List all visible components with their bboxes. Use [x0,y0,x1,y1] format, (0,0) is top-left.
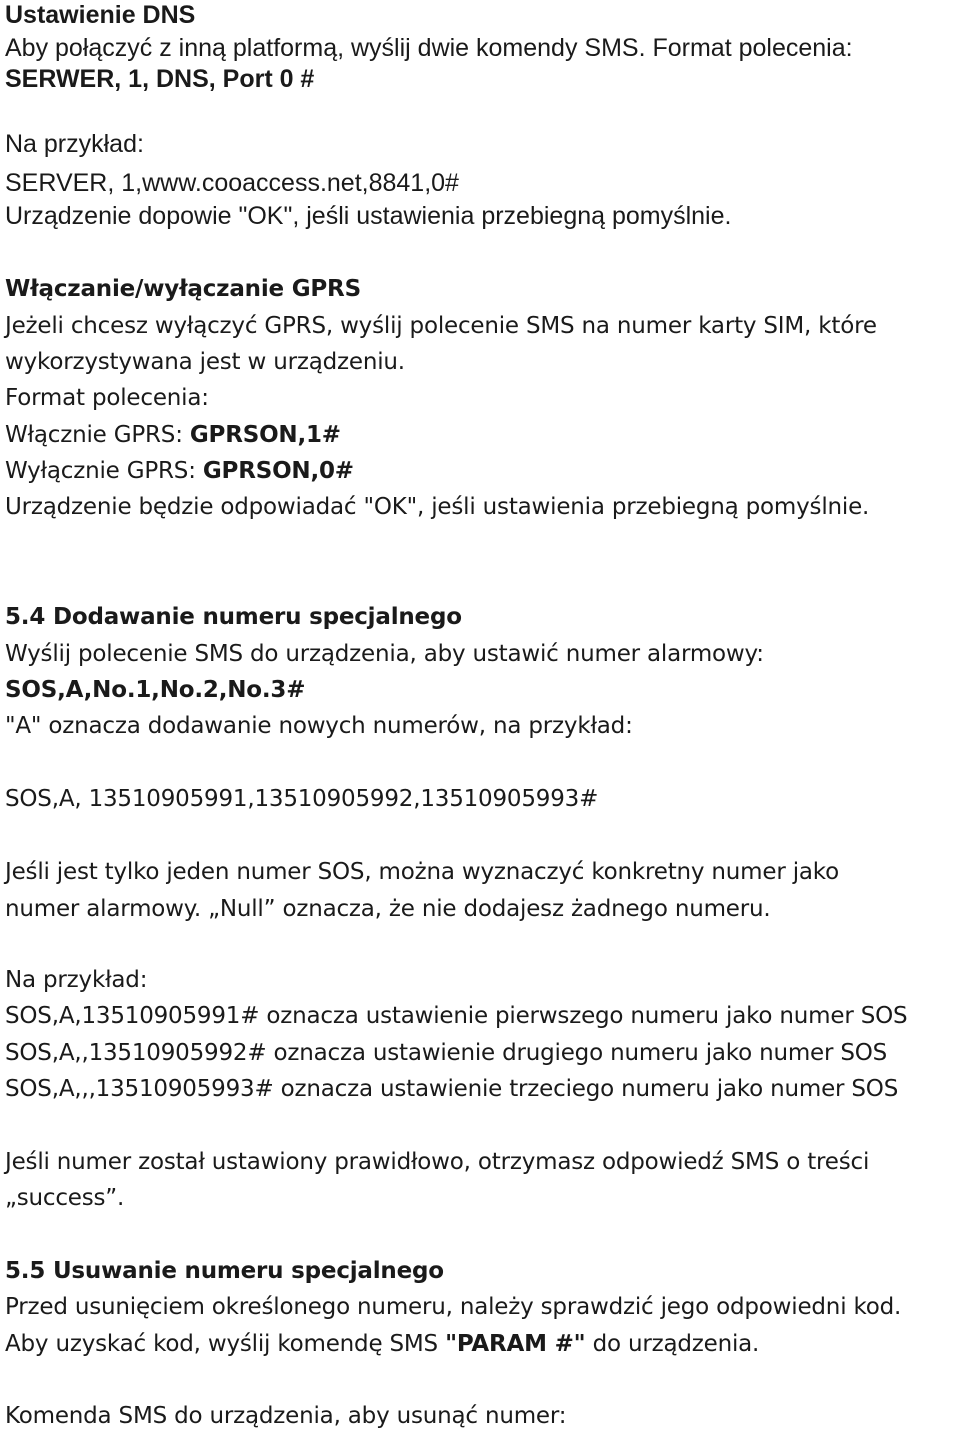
section-54-command: SOS,A,No.1,No.2,No.3# [5,677,306,703]
gprs-on-label: Włącznie GPRS: [5,422,190,448]
dns-result: Urządzenie dopowie "OK", jeśli ustawienia przebiegną pomyślnie. [5,202,732,230]
gprs-on-command: GPRSON,1# [189,422,341,448]
section-54-note-1: Jeśli jest tylko jeden numer SOS, można wyznaczyć konkretny numer jako [5,859,839,885]
gprs-intro-2: wykorzystywana jest w urządzeniu. [5,349,405,375]
gprs-off-label: Wyłącznie GPRS: [5,458,203,484]
dns-heading: Ustawienie DNS [5,1,196,29]
section-55-heading: 5.5 Usuwanie numeru specjalnego [5,1258,444,1284]
section-54-example-2: SOS,A,,13510905992# oznacza ustawienie drugiego numeru jako numer SOS [5,1040,888,1066]
section-54-heading: 5.4 Dodawanie numeru specjalnego [5,604,462,630]
section-54-a-explanation: "A" oznacza dodawanie nowych numerów, na przykład: [5,713,633,739]
section-54-example-label: Na przykład: [5,967,148,993]
dns-command: SERWER, 1, DNS, Port 0 # [5,65,315,93]
section-55-intro: Przed usunięciem określonego numeru, należy sprawdzić jego odpowiedni kod. [5,1294,902,1320]
section-55-delete-command-label: Komenda SMS do urządzenia, aby usunąć numer: [5,1403,567,1429]
gprs-off-command: GPRSON,0# [202,458,354,484]
dns-example-label: Na przykład: [5,130,144,158]
section-55-param-post: do urządzenia. [585,1331,760,1357]
gprs-format-label: Format polecenia: [5,385,209,411]
section-54-success-1: Jeśli numer został ustawiony prawidłowo, otrzymasz odpowiedź SMS o treści [5,1149,870,1175]
section-54-example-1: SOS,A,13510905991# oznacza ustawienie pierwszego numeru jako numer SOS [5,1003,908,1029]
gprs-intro-1: Jeżeli chcesz wyłączyć GPRS, wyślij polecenie SMS na numer karty SIM, które [5,313,877,339]
gprs-result: Urządzenie będzie odpowiadać "OK", jeśli ustawienia przebiegną pomyślnie. [5,494,870,520]
section-54-example-3: SOS,A,,,13510905993# oznacza ustawienie trzeciego numeru jako numer SOS [5,1076,899,1102]
section-55-param-pre: Aby uzyskać kod, wyślij komendę SMS [5,1331,446,1357]
section-54-note-2: numer alarmowy. „Null” oznacza, że nie dodajesz żadnego numeru. [5,896,771,922]
gprs-on-line [5,424,341,447]
dns-example: SERVER, 1,www.cooaccess.net,8841,0# [5,169,459,197]
gprs-off-line [5,460,354,483]
section-54-success-2: „success”. [5,1185,125,1211]
dns-intro: Aby połączyć z inną platformą, wyślij dwie komendy SMS. Format polecenia: [5,34,853,62]
section-54-example: SOS,A, 13510905991,13510905992,13510905993# [5,786,599,812]
gprs-heading: Włączanie/wyłączanie GPRS [5,276,361,302]
section-55-param-command: "PARAM #" [445,1331,586,1357]
section-54-intro: Wyślij polecenie SMS do urządzenia, aby ustawić numer alarmowy: [5,641,764,667]
section-55-param-line [5,1333,759,1356]
